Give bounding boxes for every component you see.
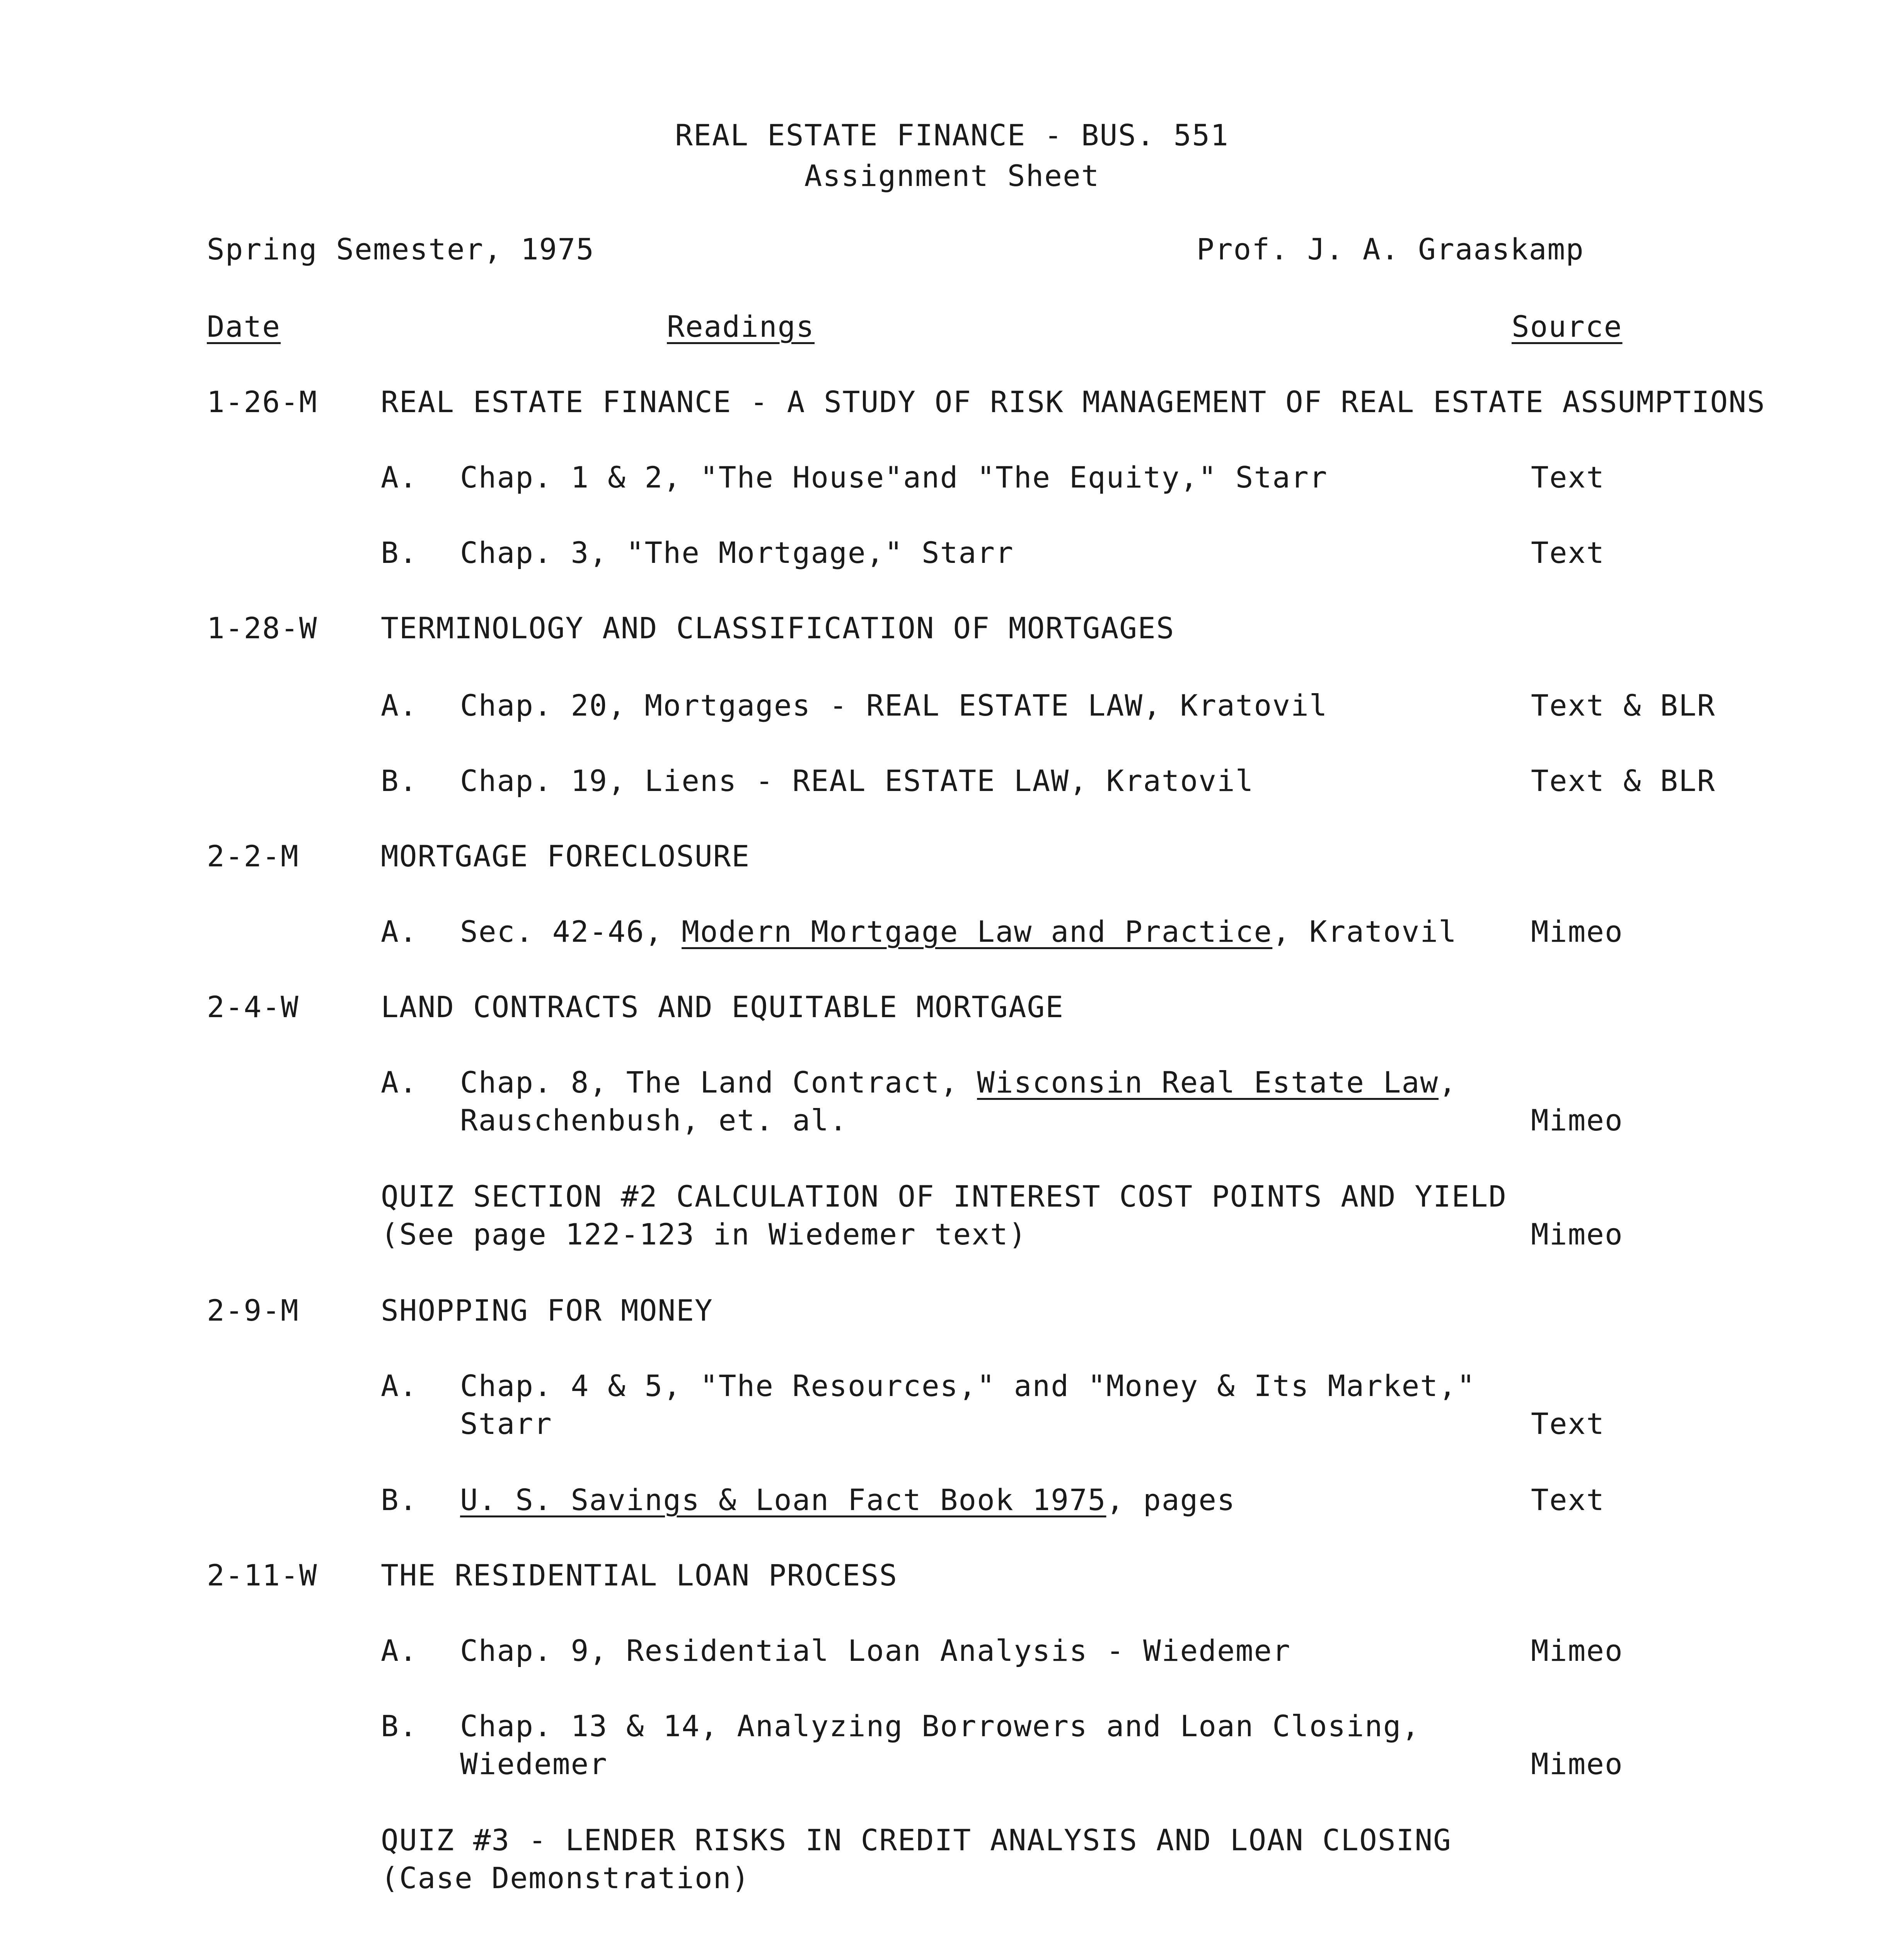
quiz-title: QUIZ #3 - LENDER RISKS IN CREDIT ANALYSIS AND LOAN CLOSING — [381, 1823, 1452, 1857]
item-letter: B. — [381, 764, 418, 798]
column-header-readings: Readings — [667, 309, 815, 344]
book-title: Modern Mortgage Law and Practice — [682, 914, 1273, 949]
reading-source: Text — [1531, 1406, 1605, 1441]
session-topic: LAND CONTRACTS AND EQUITABLE MORTGAGE — [381, 990, 1064, 1024]
item-letter: B. — [381, 535, 418, 570]
reading-text: Chap. 9, Residential Loan Analysis - Wiedemer — [460, 1633, 1291, 1668]
reading-source: Text — [1531, 460, 1605, 494]
reading-text: Chap. 4 & 5, "The Resources," and "Money & Its Market," — [460, 1369, 1476, 1403]
quiz-title: QUIZ SECTION #2 CALCULATION OF INTEREST COST POINTS AND YIELD — [381, 1179, 1507, 1214]
reading-text: U. S. Savings & Loan Fact Book 1975, pages — [460, 1483, 1236, 1517]
item-letter: A. — [381, 914, 418, 949]
reading-text: Sec. 42-46, Modern Mortgage Law and Practice, Kratovil — [460, 914, 1457, 949]
item-letter: A. — [381, 1369, 418, 1403]
document-subtitle: Assignment Sheet — [804, 159, 1100, 193]
item-letter: A. — [381, 1633, 418, 1668]
reading-source: Text — [1531, 1483, 1605, 1517]
book-title: U. S. Savings & Loan Fact Book 1975 — [460, 1483, 1106, 1517]
session-date: 2-4-W — [207, 990, 299, 1024]
session-date: 2-2-M — [207, 839, 299, 873]
quiz-note: (Case Demonstration) — [381, 1861, 750, 1895]
session-date: 1-28-W — [207, 611, 318, 645]
reading-text-line2: Rauschenbush, et. al. — [460, 1103, 848, 1137]
reading-text: Chap. 8, The Land Contract, Wisconsin Real Estate Law, — [460, 1065, 1457, 1099]
reading-text: Chap. 13 & 14, Analyzing Borrowers and Loan Closing, — [460, 1709, 1420, 1743]
session-date: 2-11-W — [207, 1558, 318, 1592]
document-title: REAL ESTATE FINANCE - BUS. 551 — [675, 118, 1229, 152]
reading-text: Chap. 20, Mortgages - REAL ESTATE LAW, Kratovil — [460, 688, 1328, 723]
item-letter: B. — [381, 1483, 418, 1517]
reading-text-line2: Starr — [460, 1406, 552, 1441]
item-letter: A. — [381, 688, 418, 723]
session-topic: THE RESIDENTIAL LOAN PROCESS — [381, 1558, 898, 1592]
reading-source: Mimeo — [1531, 1747, 1623, 1781]
reading-source: Text & BLR — [1531, 764, 1716, 798]
session-topic: MORTGAGE FORECLOSURE — [381, 839, 750, 873]
column-header-source: Source — [1512, 309, 1623, 344]
session-topic: REAL ESTATE FINANCE - A STUDY OF RISK MANAGEMENT OF REAL ESTATE ASSUMPTIONS — [381, 385, 1766, 419]
quiz-note: (See page 122-123 in Wiedemer text) — [381, 1217, 1027, 1251]
reading-text: Chap. 19, Liens - REAL ESTATE LAW, Kratovil — [460, 764, 1254, 798]
reading-text: Chap. 3, "The Mortgage," Starr — [460, 535, 1014, 570]
session-topic: SHOPPING FOR MONEY — [381, 1293, 713, 1328]
reading-source: Mimeo — [1531, 1103, 1623, 1137]
item-letter: A. — [381, 460, 418, 494]
semester: Spring Semester, 1975 — [207, 232, 595, 266]
reading-source: Text — [1531, 535, 1605, 570]
book-title: Wisconsin Real Estate Law — [977, 1065, 1439, 1099]
session-date: 2-9-M — [207, 1293, 299, 1328]
session-date: 1-26-M — [207, 385, 318, 419]
quiz-source: Mimeo — [1531, 1217, 1623, 1251]
item-letter: A. — [381, 1065, 418, 1099]
professor: Prof. J. A. Graaskamp — [1197, 232, 1584, 266]
reading-source: Text & BLR — [1531, 688, 1716, 723]
reading-text-line2: Wiedemer — [460, 1747, 608, 1781]
reading-text: Chap. 1 & 2, "The House"and "The Equity," Starr — [460, 460, 1328, 494]
reading-source: Mimeo — [1531, 914, 1623, 949]
session-topic: TERMINOLOGY AND CLASSIFICATION OF MORTGAGES — [381, 611, 1175, 645]
column-header-date: Date — [207, 309, 281, 344]
reading-source: Mimeo — [1531, 1633, 1623, 1668]
item-letter: B. — [381, 1709, 418, 1743]
